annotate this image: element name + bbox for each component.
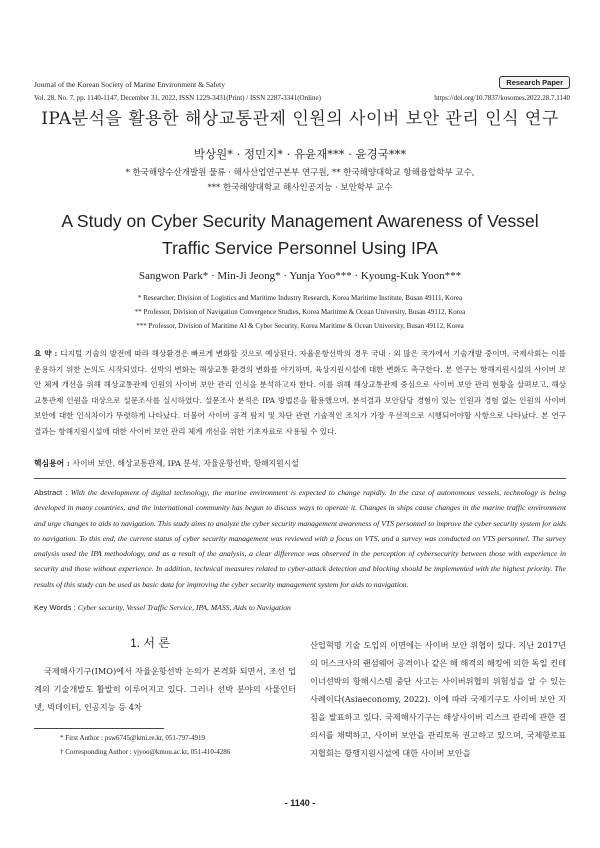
english-affiliation-3: *** Professor, Division of Maritime AI & Cyber Security, Korea Maritime & Ocean University, Busan 49112, Korea	[136, 322, 464, 330]
article-type-badge: Research Paper	[499, 76, 570, 89]
english-authors: Sangwon Park* · Min-Ji Jeong* · Yunja Yoo*** · Kyoung-Kuk Yoon***	[138, 270, 462, 282]
volume-info: Vol. 28, No. 7, pp. 1140-1147, December 31, 2022, ISSN 1229-3431(Print) / ISSN 2287-3341(Online)	[34, 94, 321, 102]
body-left-column: 국제해사기구(IMO)에서 자율운항선박 논의가 본격화 되면서, 조선 업계의 기술개발도 활발히 이루어지고 있다. 그러나 선박 분야의 사물인터넷, 빅데이터, 인공지능 등 4차	[34, 666, 296, 712]
korean-authors: 박상원* · 정민지* · 유윤재*** · 윤경국***	[193, 147, 407, 161]
corresponding-author-footnote: † Corresponding Author : yjyoo@kmou.ac.kr, 051-410-4286	[60, 748, 231, 756]
korean-keywords	[34, 458, 299, 469]
english-abstract-label: Abstract :	[34, 488, 71, 497]
korean-affiliation-2: *** 한국해양대학교 해사인공지능 · 보안학부 교수	[207, 183, 393, 193]
doi-link[interactable]: https://doi.org/10.7837/kosomes.2022.28.7.1140	[434, 94, 570, 102]
footnote-divider	[34, 728, 164, 729]
body-right-column: 산업혁명 기술 도입의 이면에는 사이버 보안 위협이 있다. 지난 2017년의 머스크사의 랜섬웨어 공격이나 같은 해 해적의 해킹에 의한 독일 컨테이너선박의 항해시스템 중단 사고는 사이버위협의 위험성을 알 수 있는 사례이다(Asiaeconomy, 2022). 이에 따라 국제기구도 사이버 보안 지침을 발표하고 있다. 국제해사기구는 해상사이버 리스크 관리에 관한 결의서를 채택하고, 사이버 보안을 관리토록 권고하고 있으며, 국제항로표지협회는 항행지원시설에 대한 사이버 보안을	[310, 640, 566, 758]
korean-keywords-label: 핵심용어 :	[34, 459, 73, 468]
abstract-divider	[34, 478, 566, 479]
first-author-footnote: * First Author : psw6745@kmi.re.kr, 051-797-4919	[60, 734, 205, 742]
korean-affiliation-1: * 한국해양수산개발원 물류 · 해사산업연구본부 연구원, ** 한국해양대학교 항해융합학부 교수,	[125, 168, 475, 178]
english-affiliation-1: * Researcher, Division of Logistics and Maritime Industry Research, Korea Maritime Institute, Busan 49111, Korea	[137, 294, 463, 302]
korean-abstract-text: 디지털 기술의 발전에 따라 해상환경은 빠르게 변화할 것으로 예상된다. 자율운항선박의 경우 국내 · 외 많은 국가에서 기술개발 중이며, 국제사회는 이를 운용하기 위한 논의도 시작되었다. 선박의 변화는 해상교통 환경의 변화를 야기하며, 육상지원시설에 대한 변화도 촉구한다. 본 연구는 항해지원시설의 사이버 보안 체계 개선을 위해 해상교통관제 인원의 사이버 보안 관리 인식을 분석하고자 한다. 이를 위해 해상교통관제 중심으로 사이버 보안 관리 현황을 살펴보고, 해상교통관제 인원을 대상으로 설문조사를 실시하였다. 설문조사 분석은 IPA 방법론을 활용했으며, 분석결과 보안담당 경험이 있는 인원과 경험 없는 인원의 사이버 보안에 대한 인식차이가 뚜렷하게 나타났다. 더불어 사이버 공격 탐지 및 차단 관련 기술적인 조치가 가장 우선적으로 시행되어야할 사항으로 나타났다. 본 연구 결과는 항해지원시설에 대한 사이버 보안 관리 체계 개선을 위한 기초자료로 사용될 수 있다.	[34, 349, 566, 436]
section-heading: 1. 서 론	[130, 636, 170, 650]
english-abstract-text: With the development of digital technology, the marine environment is expected to change rapidly. In the case of autonomous vessels, technology is being developed in many countries, and the international community has begun to discuss ways to operate it. Changes in ships cause changes in the marine traffic environment and urge changes to aids to navigation. This study aims to analyze the cyber security management awareness of VTS personnel to improve the cyber security system for aids to navigation. To this end, the current status of cyber security management was reviewed with a focus on VTS, and a survey was conducted on VTS personnel. The survey analysis used the IPA methodology, and as a result of the analysis, a clear difference was observed in the perception of cybersecurity between those with experience in security and those without experience. In addition, technical measures related to cyber-attack detection and blocking should be implemented with the highest priority. The results of this study can be used as basic data for improving the cyber security management system for aids to navigation.	[34, 488, 566, 589]
page-number: - 1140 -	[284, 798, 316, 808]
korean-title: IPA분석을 활용한 해상교통관제 인원의 사이버 보안 관리 인식 연구	[41, 109, 559, 129]
english-keywords-label: Key Words :	[34, 603, 78, 612]
journal-name: Journal of the Korean Society of Marine Environment & Safety	[34, 80, 225, 89]
english-affiliation-2: ** Professor, Division of Navigation Convergence Studies, Korea Maritime & Ocean University, Busan 49112, Korea	[134, 308, 466, 316]
korean-abstract-label: 요 약 :	[34, 349, 61, 358]
english-keywords-text: Cyber security, Vessel Traffic Service, IPA, MASS, Aids to Navigation	[77, 603, 291, 612]
english-abstract	[34, 485, 566, 592]
korean-abstract	[34, 346, 566, 439]
english-keywords	[34, 603, 291, 612]
korean-keywords-text: 사이버 보안, 해상교통관제, IPA 분석, 자율운항선박, 항해지원시설	[72, 459, 299, 468]
english-title: A Study on Cyber Security Management Awareness of Vessel Traffic Service Personnel Using IPA	[61, 211, 539, 258]
